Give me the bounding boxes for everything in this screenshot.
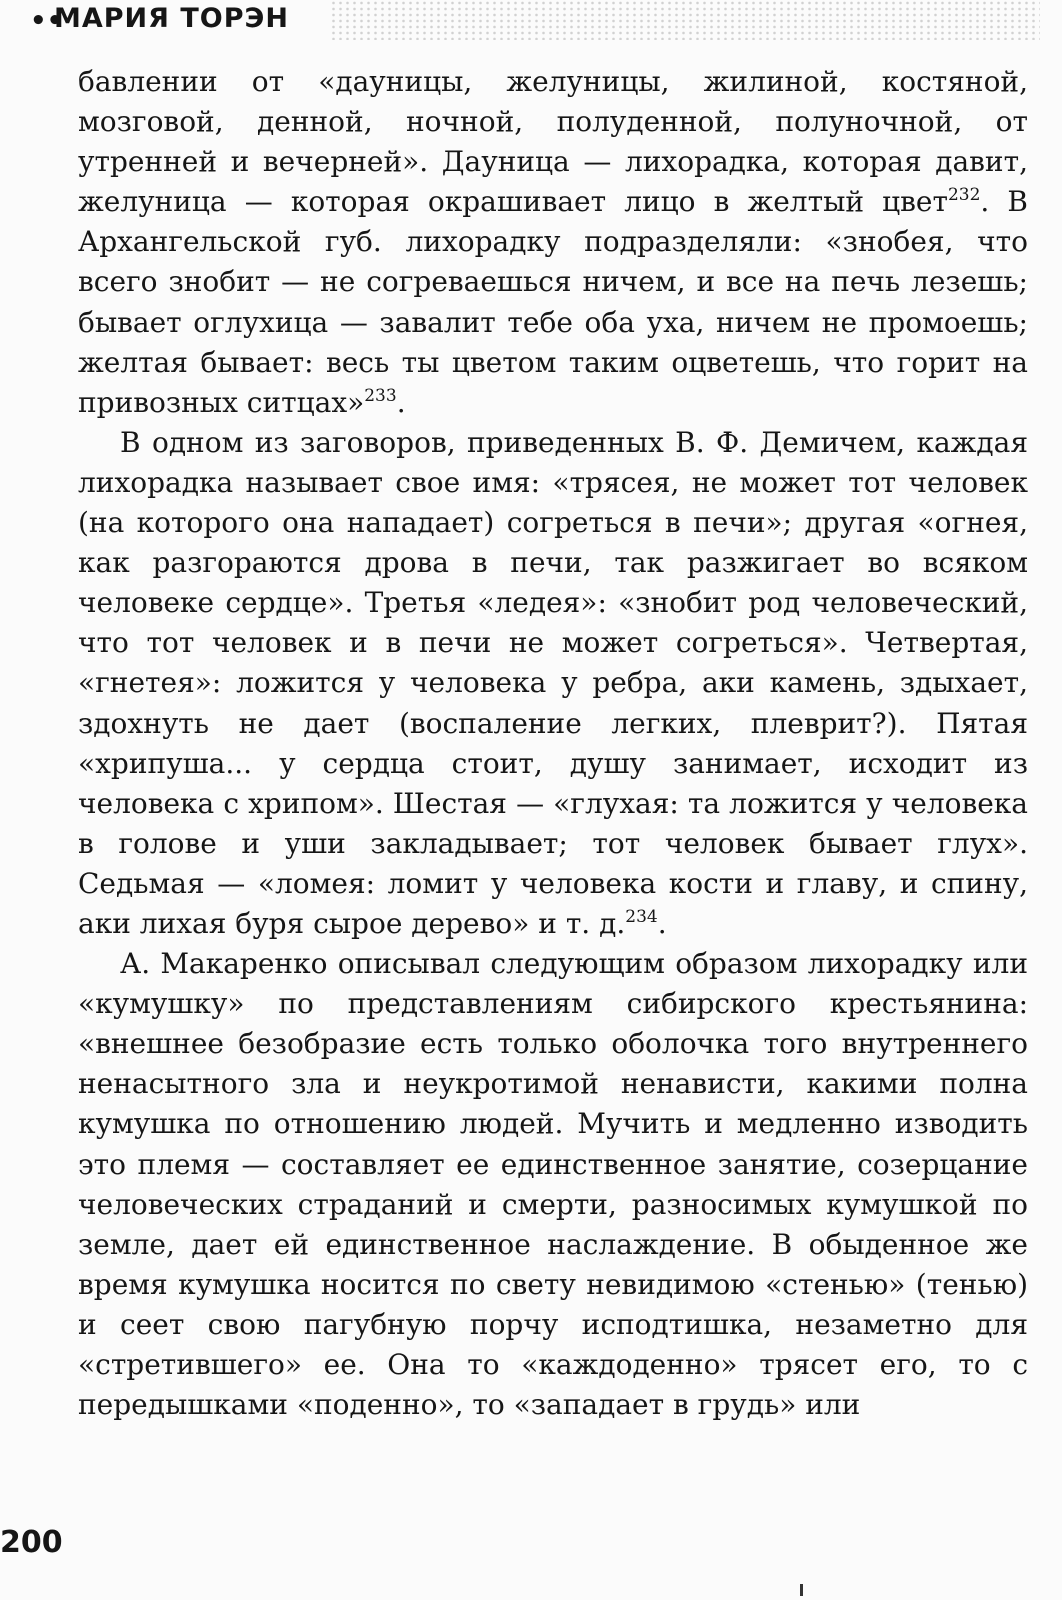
text-run: . [396,385,406,419]
page-header [30,0,1040,40]
running-head-author: МАРИЯ ТОРЭН [54,3,289,34]
text-run: бавлении от «дауницы, желуницы, жилиной, костяной, мозговой, денной, ночной, полуденной, полуночной, от утренней и вечерней». Дауница — лихорадка, которая давит, желуница — которая окрашивает лицо в желтый цвет [78,65,1028,219]
scan-mark [800,1584,803,1596]
page-number: 200 [0,1525,63,1560]
paragraph [78,423,1028,944]
footnote-ref: 233 [364,385,397,406]
paragraph [78,944,1028,1425]
footnote-ref: 234 [625,906,658,927]
text-run: В одном из заговоров, приведенных В. Ф. Демичем, каждая лихорадка называет свое имя: «трясея, не может тот человек (на которого она нападает) согреться в печи»; другая «огнея, как разгораются дрова в печи, так разжигает во всяком человеке сердце». Третья «ледея»: «знобит род человеческий, что тот человек и в печи не может согреться». Четвертая, «гнетея»: ложится у человека у ребра, аки камень, здыхает, здохнуть не дает (воспаление легких, плеврит?). Пятая «хрипуша... у сердца стоит, душу занимает, исходит из человека с хрипом». Шестая — «глухая: та ложится у человека в голове и уши закладывает; тот человек бывает глух». Седьмая — «ломея: ломит у человека кости и главу, и спину, аки лихая буря сырое дерево» и т. д. [78,425,1028,940]
text-run: . [657,906,667,940]
header-bullet: •• [30,6,64,36]
text-run: . В Архангельской губ. лихорадку подразделяли: «знобея, что всего знобит — не согреваешься ничем, и все на печь лезешь; бывает оглухица — завалит тебе оба уха, ничем не промоешь; желтая бывает: весь ты цветом таким оцветешь, что горит на привозных ситцах» [78,185,1028,419]
body-text [78,62,1028,1425]
text-run: А. Макаренко описывал следующим образом лихорадку или «кумушку» по представлениям сибирского крестьянина: «внешнее безобразие есть только оболочка того внутреннего ненасытного зла и неукротимой ненависти, какими полна кумушка по отношению людей. Мучить и медленно изводить это племя — составляет ее единственное занятие, созерцание человеческих страданий и смерти, разносимых кумушкой по земле, дает ей единственное наслаждение. В обыденное же время кумушка носится по свету невидимою «стенью» (тенью) и сеет свою пагубную порчу исподтишка, незаметно для «стретившего» ее. Она то «каждоденно» трясет его, то с передышками «поденно», то «западает в грудь» или [78,947,1028,1422]
footnote-ref: 232 [947,185,981,206]
paragraph [78,62,1028,423]
scan-noise [330,0,1040,40]
